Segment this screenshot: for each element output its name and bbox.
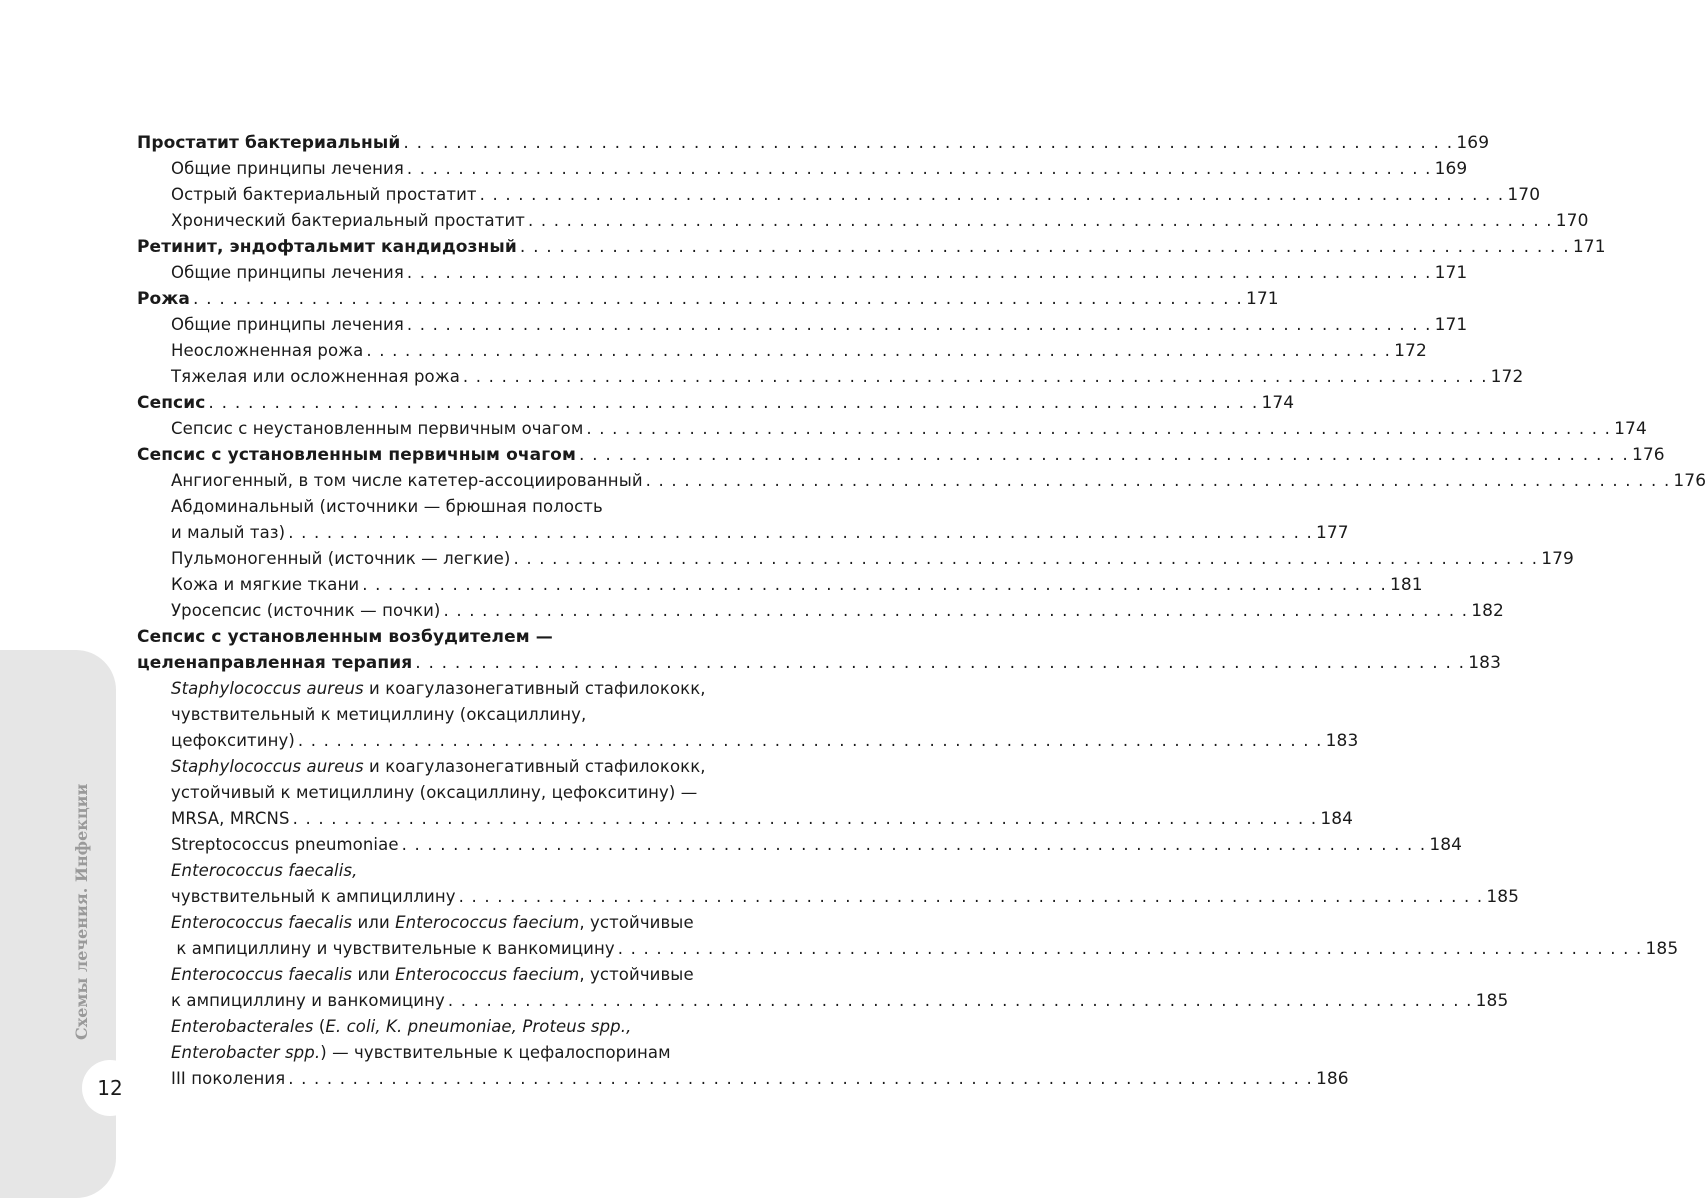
toc-entry-line[interactable]: [137, 754, 740, 780]
toc-page-number: 186: [1315, 1069, 1349, 1089]
toc-entry-title: или: [352, 965, 396, 984]
toc-entry-line[interactable]: [137, 702, 740, 728]
toc-leader: . . . . . . . . . . . . . . . . . . . . . . . . . . . . . . . . . . . . . . . . . . . . . . . . . . . . . . . . . . . . . . . . . . . . . . . . . . . . . . . .: [578, 445, 1629, 465]
toc-entry-title: Общие принципы лечения: [171, 315, 404, 334]
toc-leader: . . . . . . . . . . . . . . . . . . . . . . . . . . . . . . . . . . . . . . . . . . . . . . . . . . . . . . . . . . . . . . . . . . . . . . . . . . . . . . . .: [462, 367, 1488, 386]
toc-entry[interactable]: [137, 416, 1647, 442]
toc-page-number: 181: [1389, 575, 1423, 595]
organism-name: E. coli, K. pneumoniae, Proteus spp.,: [325, 1017, 632, 1036]
toc-entry-title: цефокситину): [171, 731, 295, 750]
toc-entry-title: Streptococcus pneumoniae: [171, 835, 399, 854]
toc-entry[interactable]: [137, 130, 1490, 156]
toc-entry-title: Ангиогенный, в том числе катетер-ассоциированный: [171, 471, 643, 490]
toc-entry[interactable]: [137, 390, 1295, 416]
toc-leader: . . . . . . . . . . . . . . . . . . . . . . . . . . . . . . . . . . . . . . . . . . . . . . . . . . . . . . . . . . . . . . . . . . . . . . . . . . . . . . . .: [479, 185, 1505, 204]
toc-entry-title: III поколения: [171, 1069, 286, 1088]
toc-entry-title: чувствительный к ампициллину: [171, 887, 456, 906]
toc-entry[interactable]: [137, 598, 1504, 624]
toc-leader: . . . . . . . . . . . . . . . . . . . . . . . . . . . . . . . . . . . . . . . . . . . . . . . . . . . . . . . . . . . . . . . . . . . . . . . . . . . . . . . .: [403, 133, 1454, 153]
toc-entry[interactable]: [137, 208, 1589, 234]
toc-entry-title: ) — чувствительные к цефалоспоринам: [320, 1043, 671, 1062]
toc-entry-title: чувствительный к метициллину (оксациллину,: [171, 705, 587, 724]
organism-name: Enterococcus faecium: [395, 913, 580, 932]
toc-entry[interactable]: [137, 1066, 1349, 1092]
toc-leader: . . . . . . . . . . . . . . . . . . . . . . . . . . . . . . . . . . . . . . . . . . . . . . . . . . . . . . . . . . . . . . . . . . . . . . . . . . . . . . . .: [288, 1069, 1313, 1088]
running-title: Схемы лечения. Инфекции: [72, 783, 91, 1040]
toc-leader: . . . . . . . . . . . . . . . . . . . . . . . . . . . . . . . . . . . . . . . . . . . . . . . . . . . . . . . . . . . . . . . . . . . . . . . . . . . . . . . .: [406, 263, 1432, 282]
toc-entry-title: Сепсис с установленным возбудителем —: [137, 627, 553, 647]
toc-page-number: 177: [1315, 523, 1349, 543]
toc-leader: . . . . . . . . . . . . . . . . . . . . . . . . . . . . . . . . . . . . . . . . . . . . . . . . . . . . . . . . . . . . . . . . . . . . . . . . . . . . . . . .: [406, 159, 1432, 178]
toc-entry[interactable]: [137, 728, 1359, 754]
toc-entry-title: к ампициллину и чувствительные к ванкомицину: [171, 939, 615, 958]
toc-entry[interactable]: [137, 364, 1524, 390]
toc-entry-line[interactable]: [137, 494, 740, 520]
toc-page-number: 185: [1475, 991, 1509, 1011]
toc-page-number: 182: [1471, 601, 1504, 621]
organism-name: Staphylococcus aureus: [171, 757, 364, 776]
toc-entry[interactable]: [137, 936, 1679, 962]
toc-entry-title: устойчивый к метициллину (оксациллину, цефокситину) —: [171, 783, 698, 802]
toc-entry-title: Простатит бактериальный: [137, 133, 401, 153]
toc-entry-title: Общие принципы лечения: [171, 263, 404, 282]
toc-entry[interactable]: [137, 884, 1520, 910]
toc-page-number: 185: [1645, 939, 1679, 959]
toc-page-number: 170: [1555, 211, 1589, 231]
toc-page-number: 170: [1507, 185, 1541, 205]
toc-page-number: 171: [1434, 263, 1468, 283]
toc-leader: . . . . . . . . . . . . . . . . . . . . . . . . . . . . . . . . . . . . . . . . . . . . . . . . . . . . . . . . . . . . . . . . . . . . . . . . . . . . . . . .: [443, 601, 1469, 620]
toc-entry[interactable]: [137, 312, 1468, 338]
toc-leader: . . . . . . . . . . . . . . . . . . . . . . . . . . . . . . . . . . . . . . . . . . . . . . . . . . . . . . . . . . . . . . . . . . . . . . . . . . . . . . . .: [288, 523, 1313, 542]
toc-leader: . . . . . . . . . . . . . . . . . . . . . . . . . . . . . . . . . . . . . . . . . . . . . . . . . . . . . . . . . . . . . . . . . . . . . . . . . . . . . . . .: [401, 835, 1427, 854]
page-number: 12: [82, 1060, 138, 1116]
toc-entry-title: Ретинит, эндофтальмит кандидозный: [137, 237, 517, 257]
toc-entry-title: Сепсис: [137, 393, 206, 413]
organism-name: Staphylococcus aureus: [171, 679, 364, 698]
toc-entry-title: Абдоминальный (источники — брюшная полость: [171, 497, 603, 516]
toc-leader: . . . . . . . . . . . . . . . . . . . . . . . . . . . . . . . . . . . . . . . . . . . . . . . . . . . . . . . . . . . . . . . . . . . . . . . . . . . . . . . .: [362, 575, 1387, 594]
toc-page-number: 174: [1614, 419, 1647, 439]
toc-page-number: 171: [1572, 237, 1606, 257]
toc-page-number: 171: [1245, 289, 1279, 309]
toc-entry-title: Острый бактериальный простатит: [171, 185, 477, 204]
toc-entry[interactable]: [137, 546, 1574, 572]
toc-entry[interactable]: [137, 832, 1463, 858]
toc-entry-title: Тяжелая или осложненная рожа: [171, 367, 460, 386]
toc-entry-title: , устойчивые: [579, 913, 694, 932]
toc-page-number: 183: [1325, 731, 1359, 751]
toc-entry-line[interactable]: [137, 858, 740, 884]
toc-entry-title: к ампициллину и ванкомицину: [171, 991, 445, 1010]
toc-entry-title: Общие принципы лечения: [171, 159, 404, 178]
toc-leader: . . . . . . . . . . . . . . . . . . . . . . . . . . . . . . . . . . . . . . . . . . . . . . . . . . . . . . . . . . . . . . . . . . . . . . . . . . . . . . . .: [406, 315, 1432, 334]
toc-entry-title: Пульмоногенный (источник — легкие): [171, 549, 511, 568]
toc-page-number: 184: [1320, 809, 1354, 829]
toc-entry-title: Сепсис с неустановленным первичным очагом: [171, 419, 584, 438]
toc-entry-title: Неосложненная рожа: [171, 341, 364, 360]
toc-entry-title: и коагулазонегативный стафилококк,: [363, 757, 706, 776]
toc-leader: . . . . . . . . . . . . . . . . . . . . . . . . . . . . . . . . . . . . . . . . . . . . . . . . . . . . . . . . . . . . . . . . . . . . . . . . . . . . . . . .: [617, 939, 1643, 958]
toc-entry[interactable]: [137, 234, 1606, 260]
toc-entry-title: MRSA, MRCNS: [171, 809, 290, 828]
toc-entry-title: Сепсис с установленным первичным очагом: [137, 445, 576, 465]
toc-page-number: 184: [1429, 835, 1463, 855]
toc-leader: . . . . . . . . . . . . . . . . . . . . . . . . . . . . . . . . . . . . . . . . . . . . . . . . . . . . . . . . . . . . . . . . . . . . . . . . . . . . . . . .: [586, 419, 1612, 438]
toc-leader: . . . . . . . . . . . . . . . . . . . . . . . . . . . . . . . . . . . . . . . . . . . . . . . . . . . . . . . . . . . . . . . . . . . . . . . . . . . . . . . .: [292, 809, 1318, 828]
toc-leader: . . . . . . . . . . . . . . . . . . . . . . . . . . . . . . . . . . . . . . . . . . . . . . . . . . . . . . . . . . . . . . . . . . . . . . . . . . . . . . . .: [366, 341, 1392, 360]
toc-page-number: 172: [1394, 341, 1427, 361]
organism-name: Enterobacterales: [171, 1017, 314, 1036]
toc-page-number: 172: [1490, 367, 1524, 387]
toc-entry-line[interactable]: [137, 1014, 740, 1040]
toc-entry-title: , устойчивые: [579, 965, 694, 984]
toc-leader: . . . . . . . . . . . . . . . . . . . . . . . . . . . . . . . . . . . . . . . . . . . . . . . . . . . . . . . . . . . . . . . . . . . . . . . . . . . . . . . .: [458, 887, 1484, 906]
toc-leader: . . . . . . . . . . . . . . . . . . . . . . . . . . . . . . . . . . . . . . . . . . . . . . . . . . . . . . . . . . . . . . . . . . . . . . . . . . . . . . . .: [528, 211, 1553, 230]
toc-entry-title: Уросепсис (источник — почки): [171, 601, 441, 620]
toc-entry[interactable]: [137, 572, 1423, 598]
toc-entry[interactable]: [137, 442, 1665, 468]
toc-page-number: 176: [1673, 471, 1706, 491]
toc-page-number: 179: [1541, 549, 1574, 569]
toc-entry-title: целенаправленная терапия: [137, 653, 413, 673]
toc-entry[interactable]: [137, 156, 1468, 182]
toc-entry[interactable]: [137, 650, 1502, 676]
toc-entry-line[interactable]: [137, 910, 740, 936]
organism-name: Enterobacter spp.: [171, 1043, 321, 1062]
toc-entry-title: Хронический бактериальный простатит: [171, 211, 525, 230]
toc-entry-line[interactable]: [137, 780, 740, 806]
toc-entry-line[interactable]: [137, 624, 740, 650]
toc-entry-title: или: [352, 913, 396, 932]
toc-entry[interactable]: [137, 988, 1509, 1014]
organism-name: Enterococcus faecalis: [171, 913, 353, 932]
toc-entry[interactable]: [137, 182, 1541, 208]
toc-entry[interactable]: [137, 520, 1349, 546]
toc-entry-line[interactable]: [137, 676, 740, 702]
toc-leader: . . . . . . . . . . . . . . . . . . . . . . . . . . . . . . . . . . . . . . . . . . . . . . . . . . . . . . . . . . . . . . . . . . . . . . . . . . . . . . . .: [519, 237, 1570, 257]
toc-entry-title: Рожа: [137, 289, 190, 309]
toc-entry-title: и коагулазонегативный стафилококк,: [363, 679, 706, 698]
table-of-contents: [137, 130, 1706, 1092]
toc-leader: . . . . . . . . . . . . . . . . . . . . . . . . . . . . . . . . . . . . . . . . . . . . . . . . . . . . . . . . . . . . . . . . . . . . . . . . . . . . . . . .: [447, 991, 1473, 1010]
toc-entry[interactable]: [137, 286, 1279, 312]
toc-leader: . . . . . . . . . . . . . . . . . . . . . . . . . . . . . . . . . . . . . . . . . . . . . . . . . . . . . . . . . . . . . . . . . . . . . . . . . . . . . . . .: [513, 549, 1539, 568]
toc-page-number: 171: [1434, 315, 1468, 335]
organism-name: Enterococcus faecalis,: [171, 861, 358, 880]
toc-leader: . . . . . . . . . . . . . . . . . . . . . . . . . . . . . . . . . . . . . . . . . . . . . . . . . . . . . . . . . . . . . . . . . . . . . . . . . . . . . . . .: [192, 289, 1243, 309]
toc-entry[interactable]: [137, 338, 1427, 364]
toc-entry-title: (: [313, 1017, 326, 1036]
toc-leader: . . . . . . . . . . . . . . . . . . . . . . . . . . . . . . . . . . . . . . . . . . . . . . . . . . . . . . . . . . . . . . . . . . . . . . . . . . . . . . . .: [297, 731, 1323, 750]
toc-page-number: 169: [1456, 133, 1490, 153]
toc-entry[interactable]: [137, 468, 1706, 494]
toc-page-number: 176: [1631, 445, 1665, 465]
toc-page-number: 185: [1486, 887, 1520, 907]
toc-page-number: 183: [1468, 653, 1502, 673]
toc-page-number: 169: [1434, 159, 1468, 179]
toc-leader: . . . . . . . . . . . . . . . . . . . . . . . . . . . . . . . . . . . . . . . . . . . . . . . . . . . . . . . . . . . . . . . . . . . . . . . . . . . . . . . .: [415, 653, 1466, 673]
organism-name: Enterococcus faecalis: [171, 965, 353, 984]
toc-entry[interactable]: [137, 260, 1468, 286]
toc-page-number: 174: [1261, 393, 1295, 413]
side-tab: [0, 650, 116, 1198]
toc-leader: . . . . . . . . . . . . . . . . . . . . . . . . . . . . . . . . . . . . . . . . . . . . . . . . . . . . . . . . . . . . . . . . . . . . . . . . . . . . . . . .: [645, 471, 1671, 490]
toc-entry-title: Кожа и мягкие ткани: [171, 575, 360, 594]
organism-name: Enterococcus faecium: [395, 965, 580, 984]
toc-entry-line[interactable]: [137, 1040, 740, 1066]
toc-entry[interactable]: [137, 806, 1354, 832]
toc-leader: . . . . . . . . . . . . . . . . . . . . . . . . . . . . . . . . . . . . . . . . . . . . . . . . . . . . . . . . . . . . . . . . . . . . . . . . . . . . . . . .: [208, 393, 1259, 413]
toc-entry-line[interactable]: [137, 962, 740, 988]
toc-entry-title: и малый таз): [171, 523, 286, 542]
